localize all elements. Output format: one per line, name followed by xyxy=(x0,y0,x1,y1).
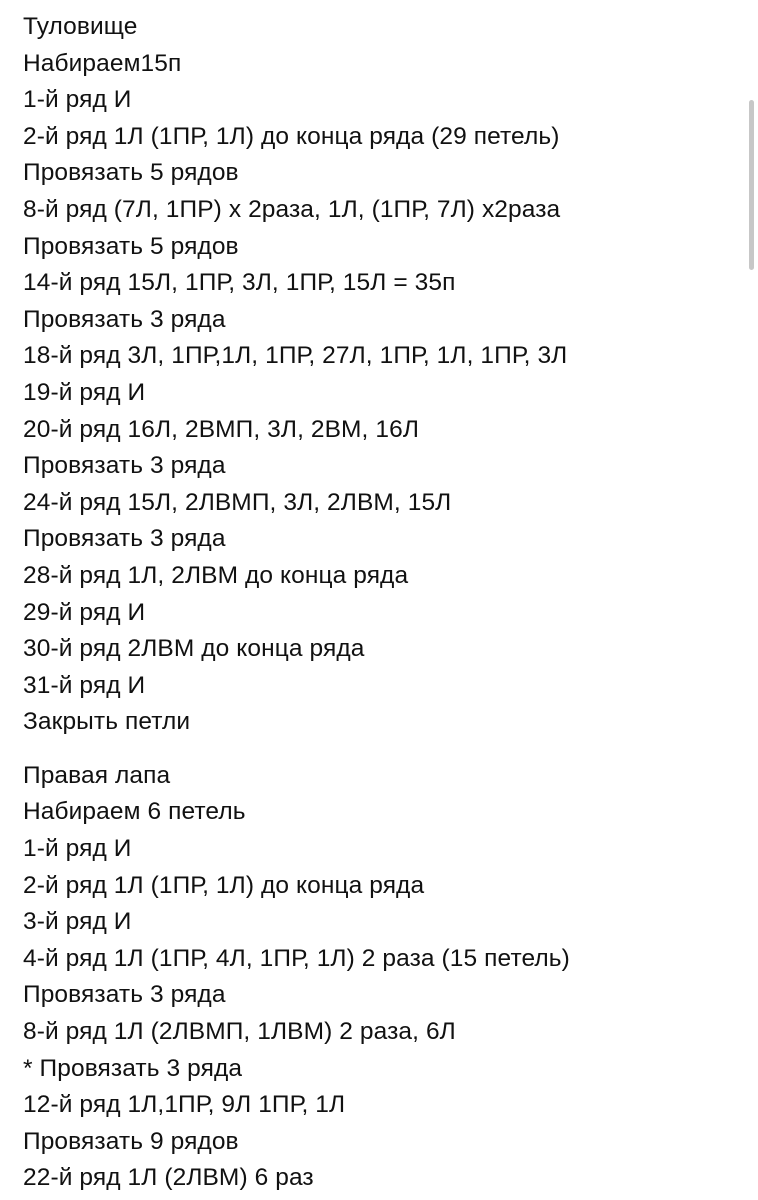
section-gap xyxy=(23,741,723,758)
pattern-line: Провязать 9 рядов xyxy=(23,1127,239,1155)
pattern-line: Провязать 3 ряда xyxy=(23,305,226,333)
pattern-line: 28-й ряд 1Л, 2ЛВМ до конца ряда xyxy=(23,561,409,589)
pattern-line: 2-й ряд 1Л (1ПР, 1Л) до конца ряда (29 петель) xyxy=(23,122,560,150)
pattern-line: Провязать 3 ряда xyxy=(23,981,226,1009)
pattern-line: 31-й ряд И xyxy=(23,671,146,699)
pattern-text[interactable] xyxy=(23,9,723,1197)
pattern-line: 29-й ряд И xyxy=(23,598,146,626)
pattern-line: 24-й ряд 15Л, 2ЛВМП, 3Л, 2ЛВМ, 15Л xyxy=(23,488,452,516)
pattern-line: 1-й ряд И xyxy=(23,86,132,114)
vertical-scrollbar[interactable] xyxy=(749,100,754,270)
pattern-line: Провязать 3 ряда xyxy=(23,452,226,480)
pattern-line: Набираем15п xyxy=(23,49,182,77)
pattern-line: 8-й ряд 1Л (2ЛВМП, 1ЛВМ) 2 раза, 6Л xyxy=(23,1018,456,1046)
pattern-line: 3-й ряд И xyxy=(23,908,132,936)
pattern-line: 22-й ряд 1Л (2ЛВМ) 6 раз xyxy=(23,1164,314,1192)
pattern-line: 12-й ряд 1Л,1ПР, 9Л 1ПР, 1Л xyxy=(23,1091,346,1119)
section-heading: Туловище xyxy=(23,13,138,40)
pattern-line: 19-й ряд И xyxy=(23,378,146,406)
pattern-line: Провязать 5 рядов xyxy=(23,232,239,260)
pattern-line: 30-й ряд 2ЛВМ до конца ряда xyxy=(23,635,365,663)
pattern-line: 14-й ряд 15Л, 1ПР, 3Л, 1ПР, 15Л = 35п xyxy=(23,269,456,297)
pattern-line: Набираем 6 петель xyxy=(23,798,246,826)
pattern-line: 4-й ряд 1Л (1ПР, 4Л, 1ПР, 1Л) 2 раза (15 петель) xyxy=(23,944,570,972)
section-heading: Правая лапа xyxy=(23,761,171,789)
pattern-line: * Провязать 3 ряда xyxy=(23,1054,243,1082)
pattern-line: Провязать 3 ряда xyxy=(23,525,226,553)
pattern-line: 1-й ряд И xyxy=(23,835,132,863)
pattern-line: 2-й ряд 1Л (1ПР, 1Л) до конца ряда xyxy=(23,871,425,899)
pattern-line: Провязать 5 рядов xyxy=(23,159,239,187)
pattern-line: 18-й ряд 3Л, 1ПР,1Л, 1ПР, 27Л, 1ПР, 1Л, 1ПР, 3Л xyxy=(23,342,568,370)
pattern-line: Закрыть петли xyxy=(23,708,191,736)
pattern-line: 20-й ряд 16Л, 2ВМП, 3Л, 2ВМ, 16Л xyxy=(23,415,420,443)
pattern-line: 8-й ряд (7Л, 1ПР) x 2раза, 1Л, (1ПР, 7Л) x2раза xyxy=(23,195,561,223)
